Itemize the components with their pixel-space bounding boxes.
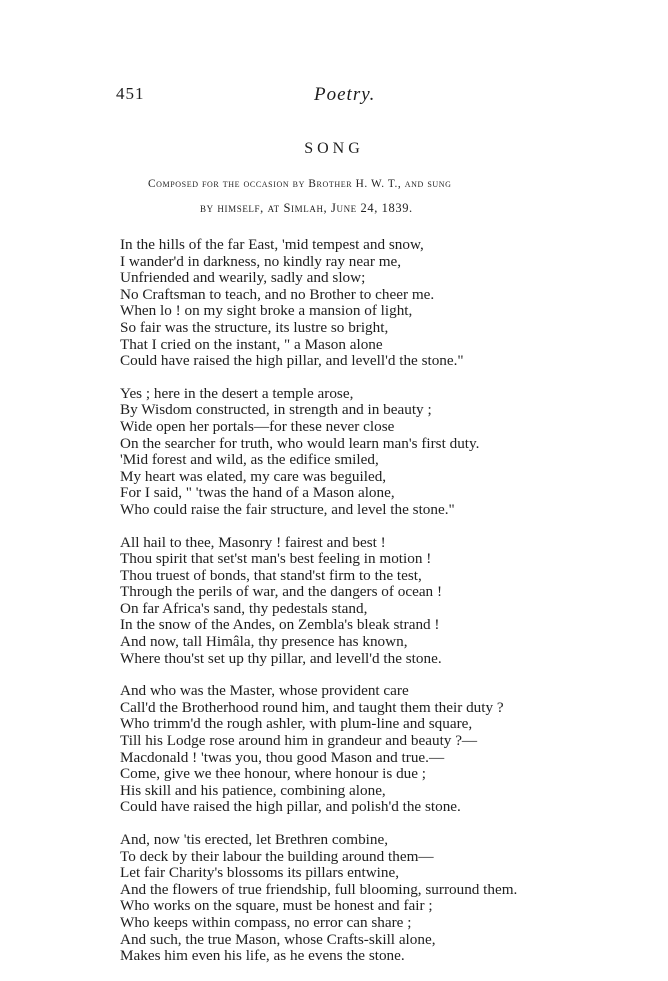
poem-line: His skill and his patience, combining alone, <box>120 781 386 799</box>
poem-line: So fair was the structure, its lustre so bright, <box>120 318 389 336</box>
poem-line: Wide open her portals—for these never close <box>120 417 395 435</box>
poem-line: When lo ! on my sight broke a mansion of light, <box>120 302 413 320</box>
poem-line: Thou spirit that set'st man's best feeling in motion ! <box>120 550 432 568</box>
poem-line: Call'd the Brotherhood round him, and taught them their duty ? <box>120 698 504 716</box>
poem-line: And the flowers of true friendship, full blooming, surround them. <box>120 880 518 898</box>
poem-line: I wander'd in darkness, no kindly ray near me, <box>120 252 402 270</box>
poem-line: Come, give we thee honour, where honour is due ; <box>120 765 427 783</box>
poem-line: And who was the Master, whose provident care <box>120 682 409 700</box>
stanza-4 <box>120 683 650 816</box>
stanza-5 <box>120 832 650 965</box>
poem-line: Unfriended and wearily, sadly and slow; <box>120 269 366 287</box>
poem-line: Who could raise the fair structure, and level the stone." <box>120 500 455 518</box>
poem-line: Who trimm'd the rough ashler, with plum-line and square, <box>120 715 473 733</box>
stanza-1 <box>120 237 650 370</box>
poem-line: My heart was elated, my care was beguiled, <box>120 467 387 485</box>
poem-line: Where thou'st set up thy pillar, and levell'd the stone. <box>120 649 442 667</box>
poem-line: Till his Lodge rose around him in grandeur and beauty ?— <box>120 732 478 750</box>
poem-line: Let fair Charity's blossoms its pillars entwine, <box>120 864 400 882</box>
poem-line: On the searcher for truth, who would learn man's first duty. <box>120 434 480 452</box>
poem-line: And now, tall Himâla, thy presence has known, <box>120 633 408 651</box>
poem-line: And such, the true Mason, whose Crafts-skill alone, <box>120 930 436 948</box>
poem-line: By Wisdom constructed, in strength and in beauty ; <box>120 401 432 419</box>
stanza-3 <box>120 535 650 668</box>
poem-line: And, now 'tis erected, let Brethren combine, <box>120 831 389 848</box>
running-title: Poetry. <box>314 84 376 105</box>
poem-line: Macdonald ! 'twas you, thou good Mason and true.— <box>120 748 445 766</box>
poem-line: All hail to thee, Masonry ! fairest and best ! <box>120 533 386 551</box>
poem-line: Through the perils of war, and the dangers of ocean ! <box>120 583 443 601</box>
page-number: 451 <box>116 84 145 103</box>
poem-line: Who works on the square, must be honest and fair ; <box>120 897 433 915</box>
poem-line: In the hills of the far East, 'mid tempest and snow, <box>120 236 424 253</box>
poem-line: For I said, " 'twas the hand of a Mason alone, <box>120 484 395 502</box>
poem-body <box>120 237 650 981</box>
poem-line: Yes ; here in the desert a temple arose, <box>120 384 354 402</box>
poem-line: Makes him even his life, as he evens the stone. <box>120 947 405 965</box>
stanza-2 <box>120 386 650 519</box>
song-title: SONG <box>304 140 364 157</box>
poem-line: Could have raised the high pillar, and polish'd the stone. <box>120 798 461 816</box>
poem-line: Thou truest of bonds, that stand'st firm to the test, <box>120 566 422 584</box>
poem-line: On far Africa's sand, thy pedestals stand, <box>120 599 368 617</box>
running-head <box>116 84 616 108</box>
poem-line: Could have raised the high pillar, and levell'd the stone." <box>120 352 464 370</box>
poem-line: That I cried on the instant, " a Mason alone <box>120 335 383 353</box>
poem-line: 'Mid forest and wild, as the edifice smiled, <box>120 451 379 469</box>
poem-line: To deck by their labour the building around them— <box>120 847 434 865</box>
song-subtitle-line-2: by himself, at Simlah, June 24, 1839. <box>200 201 413 215</box>
poem-line: In the snow of the Andes, on Zembla's bleak strand ! <box>120 616 440 634</box>
song-subtitle-line-1: Composed for the occasion by Brother H. W. T., and sung <box>148 178 452 190</box>
poem-line: No Craftsman to teach, and no Brother to cheer me. <box>120 285 435 303</box>
poem-line: Who keeps within compass, no error can share ; <box>120 913 412 931</box>
